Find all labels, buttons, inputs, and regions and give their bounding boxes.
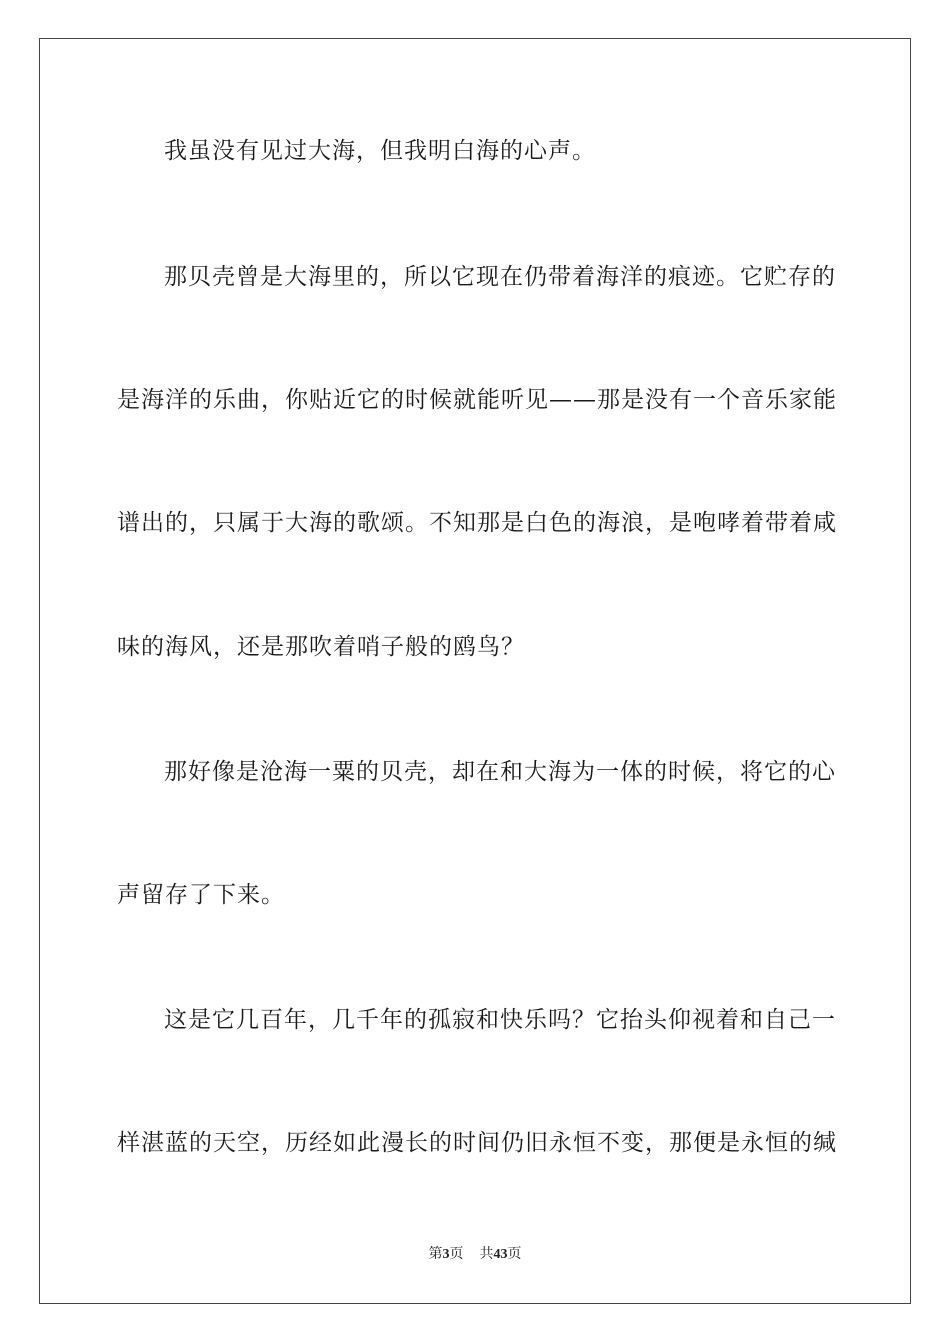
page-suffix: 页 [449,1247,464,1262]
total-pages: 43 [493,1247,508,1262]
paragraph-line: 我虽没有见过大海，但我明白海的心声。 [164,138,596,164]
total-prefix: 共 [479,1247,494,1262]
page-border [39,38,911,1304]
paragraph-line: 声留存了下来。 [117,882,285,908]
paragraph-line: 味的海风，还是那吹着哨子般的鸥鸟？ [117,634,525,660]
page-footer [0,1246,950,1264]
paragraph-line: 这是它几百年，几千年的孤寂和快乐吗？它抬头仰视着和自己一 [164,1007,836,1033]
paragraph-line: 是海洋的乐曲，你贴近它的时候就能听见——那是没有一个音乐家能 [117,387,837,413]
paragraph-line: 那贝壳曾是大海里的，所以它现在仍带着海洋的痕迹。它贮存的 [164,264,836,290]
paragraph-line: 那好像是沧海一粟的贝壳，却在和大海为一体的时候，将它的心 [164,759,836,785]
page-number: 3 [442,1247,450,1262]
page-prefix: 第 [428,1247,443,1262]
total-suffix: 页 [507,1247,522,1262]
paragraph-line: 样湛蓝的天空，历经如此漫长的时间仍旧永恒不变，那便是永恒的缄 [117,1130,837,1156]
paragraph-line: 谱出的，只属于大海的歌颂。不知那是白色的海浪，是咆哮着带着咸 [117,510,837,536]
